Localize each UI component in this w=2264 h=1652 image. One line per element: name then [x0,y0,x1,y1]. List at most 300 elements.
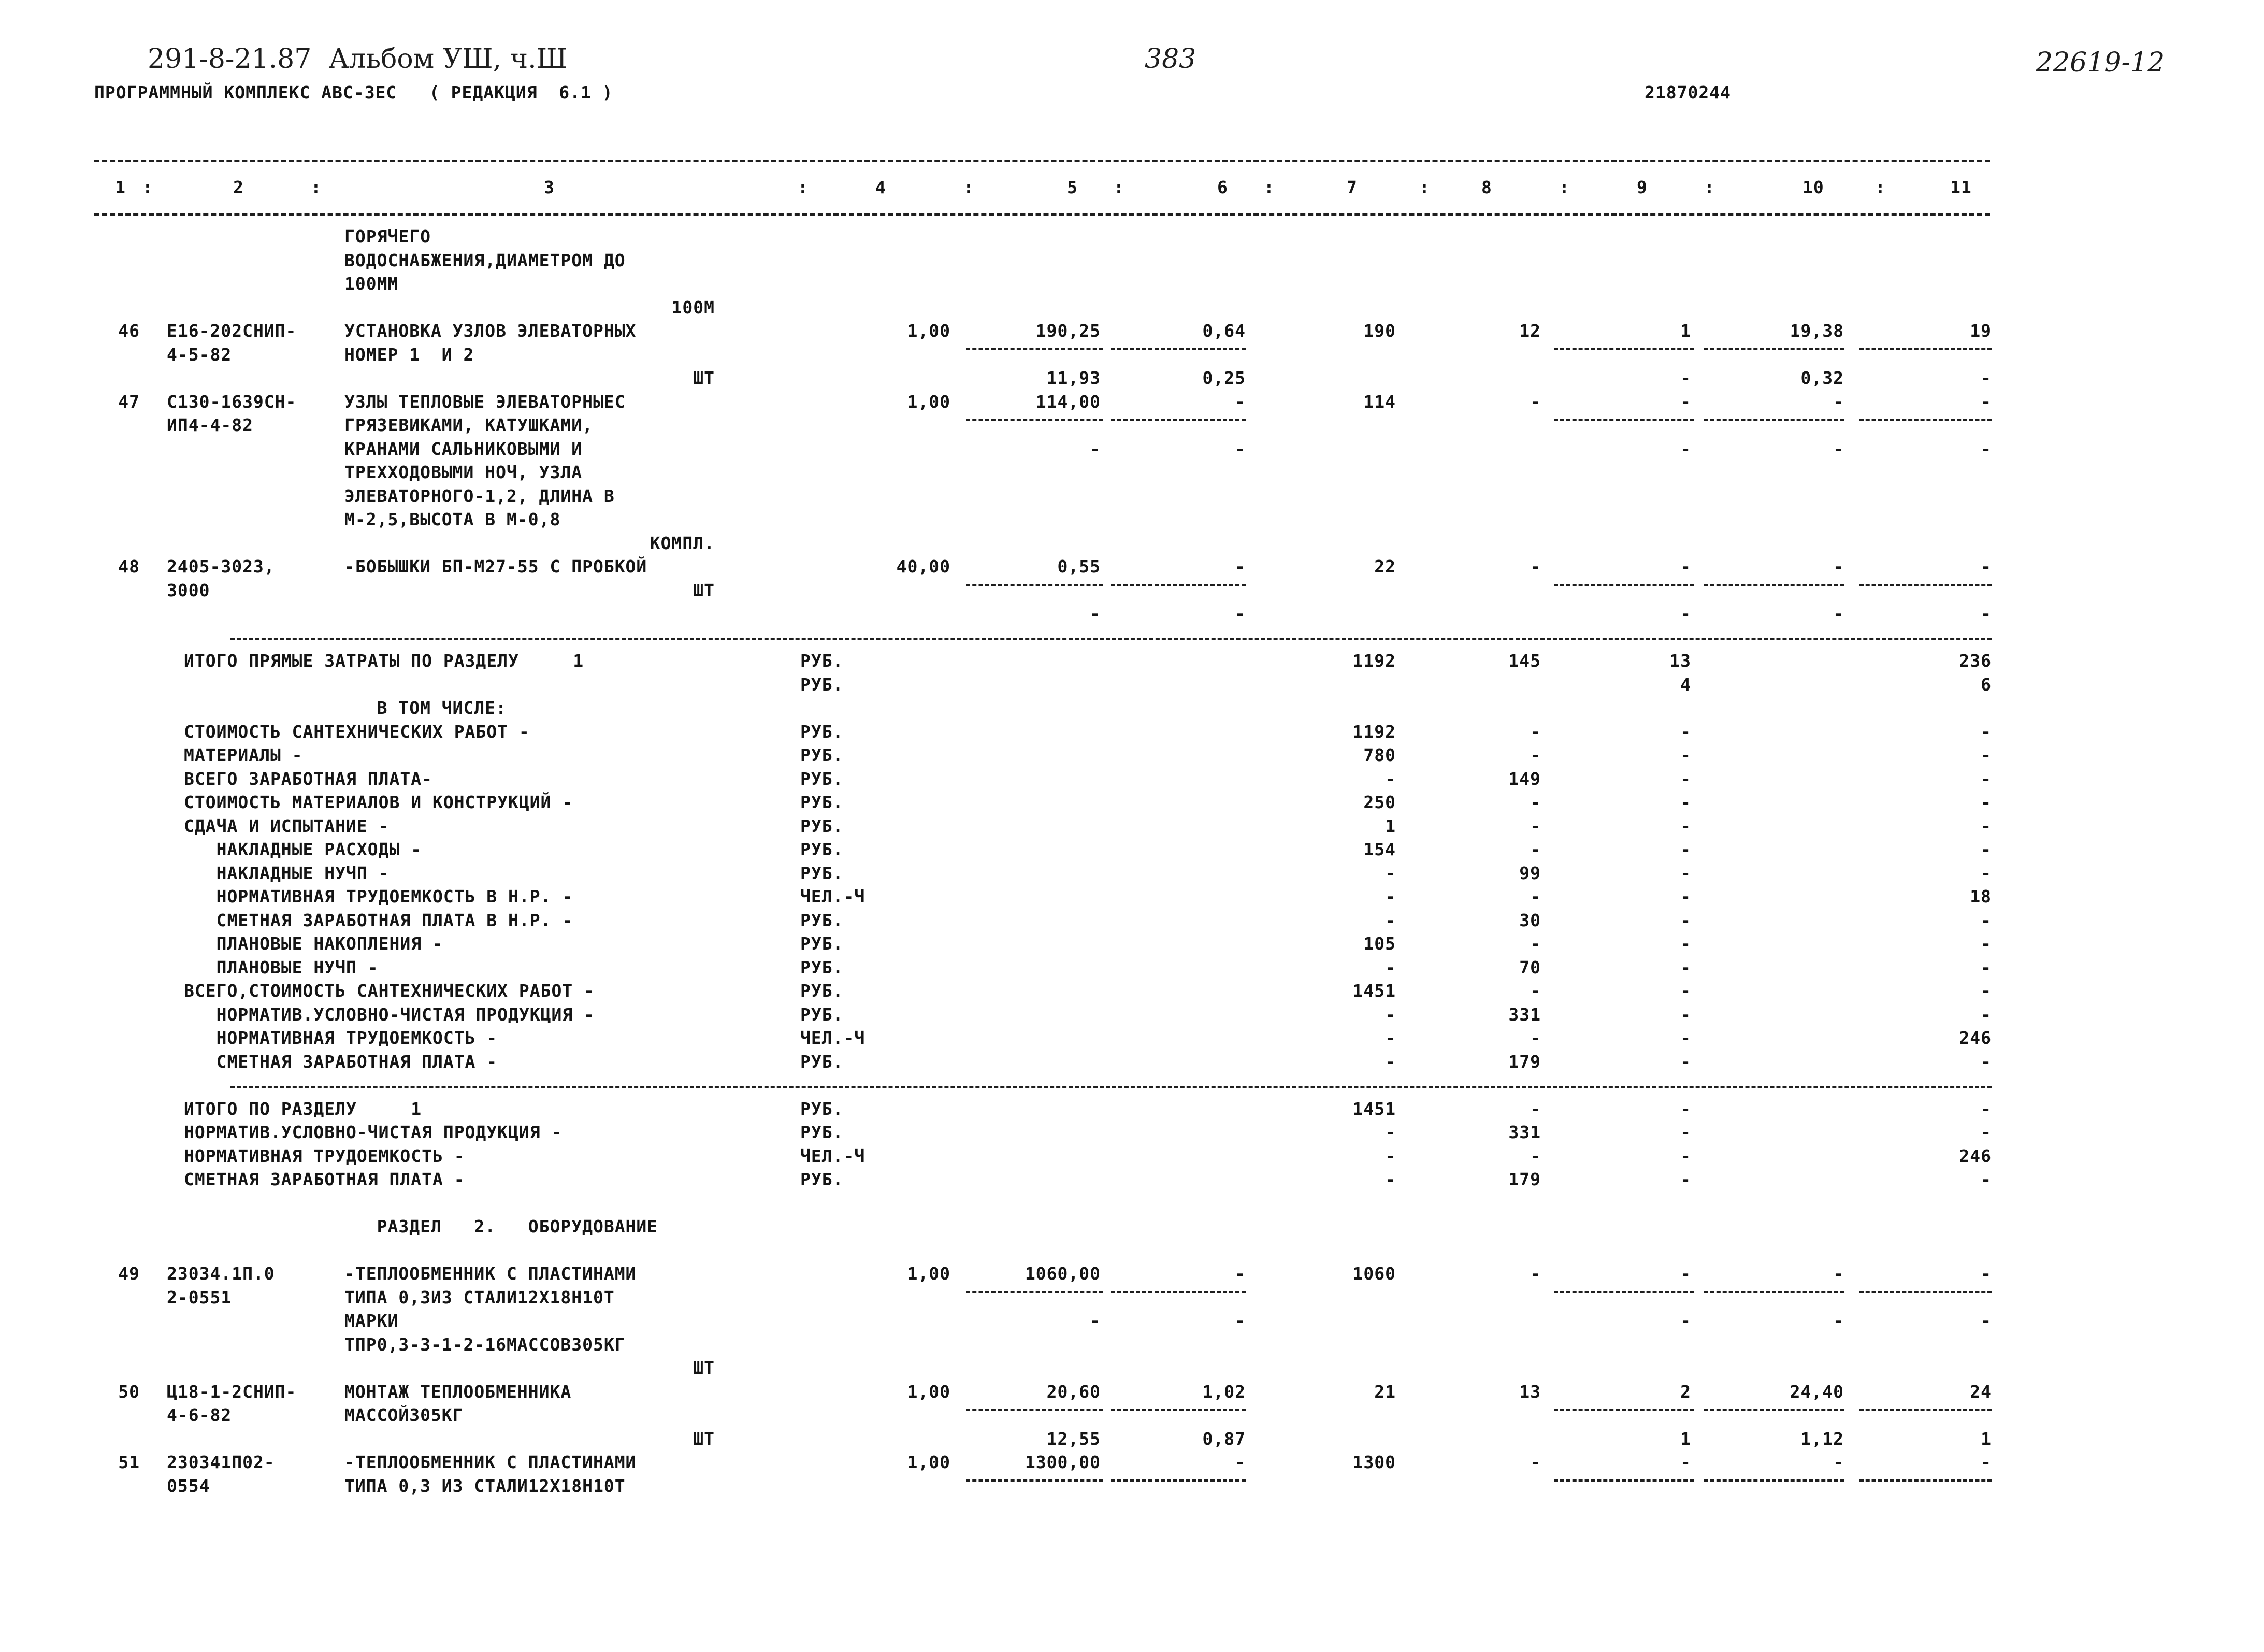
cell-col4-line-26: РУБ. [800,839,844,859]
cell-col9-line-26: - [1680,839,1691,859]
cell-col11-line-40: - [1981,1169,1992,1189]
column-separator: : [1704,177,1715,197]
cell-col4-line-21: РУБ. [800,721,844,742]
cell-col8-line-30: - [1530,933,1541,954]
cell-col6-line-46: - [1235,1311,1246,1331]
cell-col9-line-18: 13 [1669,651,1691,671]
cell-col9-line-27: - [1680,863,1691,883]
cell-col11-line-22: - [1981,745,1992,765]
value-sub-rule [1704,1409,1844,1411]
cell-col3-line-9: КРАНАМИ САЛЬНИКОВЫМИ И [344,438,583,459]
cell-col2-line-33: НОРМАТИВ.УСЛОВНО-ЧИСТАЯ ПРОДУКЦИЯ - [184,1004,595,1025]
cell-col11-line-28: 18 [1970,886,1992,907]
cell-col7-line-29: - [1385,910,1396,930]
cell-col6-line-14: - [1235,556,1246,577]
cell-col10-line-49: 24,40 [1790,1381,1844,1402]
column-header-2: 2 [233,177,244,197]
value-sub-rule [1554,348,1694,350]
cell-col2-line-38: НОРМАТИВ.УСЛОВНО-ЧИСТАЯ ПРОДУКЦИЯ - [184,1122,563,1142]
cell-col7-line-28: - [1385,886,1396,907]
cell-col2-line-23: ВСЕГО ЗАРАБОТНАЯ ПЛАТА- [184,768,432,789]
cell-col10-line-51: 1,12 [1800,1428,1844,1449]
cell-col6-line-49: 1,02 [1202,1381,1246,1402]
document-code: 22619-12 [2036,47,2165,78]
value-sub-rule [966,584,1103,586]
cell-col3-line-5: НОМЕР 1 И 2 [344,344,474,365]
cell-col4-line-4: 1,00 [907,321,950,341]
cell-col2-line-15: 3000 [167,580,210,600]
value-sub-rule [1704,1479,1844,1482]
cell-col3-line-52: -ТЕПЛООБМЕННИК С ПЛАСТИНАМИ [344,1452,637,1472]
cell-col2-line-32: ВСЕГО,СТОИМОСТЬ САНТЕХНИЧЕСКИХ РАБОТ - [184,981,595,1001]
cell-col3-line-46: МАРКИ [344,1311,399,1331]
cell-col5-line-52: 1300,00 [1025,1452,1101,1472]
value-sub-rule [1859,1409,1992,1411]
cell-col4-line-37: РУБ. [800,1098,844,1119]
cell-col4-line-31: РУБ. [800,957,844,978]
cell-col7-line-22: 780 [1363,745,1396,765]
cell-col8-line-35: 179 [1508,1051,1541,1072]
cell-col2-line-37: ИТОГО ПО РАЗДЕЛУ 1 [184,1098,422,1119]
cell-col7-line-44: 1060 [1352,1263,1396,1284]
cell-col5-line-14: 0,55 [1057,556,1101,577]
cell-col3-line-14: -БОБЫШКИ БП-М27-55 С ПРОБКОЙ [344,556,647,577]
cell-col9-line-21: - [1680,721,1691,742]
value-sub-rule [1704,584,1844,586]
cell-col8-line-29: 30 [1519,910,1541,930]
section-title-underline [518,1248,1217,1253]
cell-col11-line-49: 24 [1970,1381,1992,1402]
cell-col5-line-49: 20,60 [1046,1381,1101,1402]
cell-col9-line-52: - [1680,1452,1691,1472]
cell-col9-line-23: - [1680,768,1691,789]
cell-col11-line-25: - [1981,815,1992,836]
cell-col11-line-44: - [1981,1263,1992,1284]
cell-col7-line-30: 105 [1363,933,1396,954]
cell-col9-line-28: - [1680,886,1691,907]
column-separator: : [311,177,322,197]
cell-col11-line-6: - [1981,368,1992,388]
cell-col3-line-7: УЗЛЫ ТЕПЛОВЫЕ ЭЛЕВАТОРНЫЕС [344,391,626,412]
cell-col9-line-44: - [1680,1263,1691,1284]
value-sub-rule [1704,348,1844,350]
cell-col5-line-7: 114,00 [1035,391,1101,412]
cell-col8-line-52: - [1530,1452,1541,1472]
cell-col9-line-35: - [1680,1051,1691,1072]
cell-col2-line-40: СМЕТНАЯ ЗАРАБОТНАЯ ПЛАТА - [184,1169,465,1189]
album-reference: 291-8-21.87 Альбом УШ, ч.Ш [148,44,567,75]
cell-col5-line-44: 1060,00 [1025,1263,1101,1284]
cell-col10-line-16: - [1833,604,1844,624]
value-sub-rule [966,1291,1103,1293]
cell-col2-line-24: СТОИМОСТЬ МАТЕРИАЛОВ И КОНСТРУКЦИЙ - [184,792,573,812]
cell-col11-line-32: - [1981,981,1992,1001]
cell-col3-line-49: МОНТАЖ ТЕПЛООБМЕННИКА [344,1381,572,1402]
cell-col4-line-28: ЧЕЛ.-Ч [800,886,866,907]
cell-col4-line-22: РУБ. [800,745,844,765]
cell-col3-line-42: РАЗДЕЛ 2. ОБОРУДОВАНИЕ [344,1216,658,1237]
header-bottom-rule [94,213,1990,216]
cell-col2-line-49: Ц18-1-2СНИП- [167,1381,297,1402]
cell-col9-line-39: - [1680,1145,1691,1166]
cell-col2-line-26: НАКЛАДНЫЕ РАСХОДЫ - [184,839,422,859]
cell-col2-line-22: МАТЕРИАЛЫ - [184,745,303,765]
value-sub-rule [1111,584,1246,586]
cell-col3-line-12: М-2,5,ВЫСОТА В М-0,8 [344,509,561,529]
cell-col8-line-24: - [1530,792,1541,812]
cell-col7-line-7: 114 [1363,391,1396,412]
cell-col1-line-44: 49 [118,1263,140,1284]
cell-col3-line-20: В ТОМ ЧИСЛЕ: [344,698,507,718]
cell-col3-line-0: ГОРЯЧЕГО [344,226,431,247]
cell-col6-line-7: - [1235,391,1246,412]
cell-col9-line-19: 4 [1680,674,1691,695]
cell-col10-line-46: - [1833,1311,1844,1331]
value-sub-rule [1859,419,1992,421]
column-separator: : [798,177,809,197]
cell-col9-line-29: - [1680,910,1691,930]
cell-col6-line-51: 0,87 [1202,1428,1246,1449]
cell-col7-line-35: - [1385,1051,1396,1072]
cell-col9-line-4: 1 [1680,321,1691,341]
column-header-4: 4 [875,177,886,197]
cell-col4-line-40: РУБ. [800,1169,844,1189]
cell-col8-line-25: - [1530,815,1541,836]
cell-col4-line-34: ЧЕЛ.-Ч [800,1028,866,1048]
cell-col8-line-27: 99 [1519,863,1541,883]
cell-col2-line-45: 2-0551 [167,1287,232,1308]
cell-col11-line-52: - [1981,1452,1992,1472]
cell-col10-line-7: - [1833,391,1844,412]
cell-col3-line-50: МАССОЙ305КГ [344,1405,464,1425]
cell-col9-line-49: 2 [1680,1381,1691,1402]
cell-col4-line-49: 1,00 [907,1381,950,1402]
cell-col7-line-14: 22 [1374,556,1396,577]
value-sub-rule [1704,1291,1844,1293]
cell-col5-line-9: - [1090,438,1101,459]
cell-col8-line-32: - [1530,981,1541,1001]
cell-col2-line-27: НАКЛАДНЫЕ НУЧП - [184,863,390,883]
cell-col7-line-26: 154 [1363,839,1396,859]
column-separator: : [1875,177,1886,197]
cell-col9-line-37: - [1680,1098,1691,1119]
column-separator: : [1419,177,1430,197]
cell-col6-line-6: 0,25 [1202,368,1246,388]
cell-col2-line-25: СДАЧА И ИСПЫТАНИЕ - [184,815,390,836]
cell-col7-line-25: 1 [1385,815,1396,836]
cell-col7-line-38: - [1385,1122,1396,1142]
cell-col7-line-4: 190 [1363,321,1396,341]
cell-col5-line-16: - [1090,604,1101,624]
cell-col2-line-5: 4-5-82 [167,344,232,365]
column-separator: : [1114,177,1124,197]
column-header-3: 3 [544,177,555,197]
cell-col5-line-46: - [1090,1311,1101,1331]
cell-col8-line-44: - [1530,1263,1541,1284]
cell-col4-line-7: 1,00 [907,391,950,412]
cell-col8-line-14: - [1530,556,1541,577]
cell-col4-line-35: РУБ. [800,1051,844,1072]
cell-col11-line-38: - [1981,1122,1992,1142]
value-sub-rule [1554,1409,1694,1411]
cell-col4-line-24: РУБ. [800,792,844,812]
cell-col5-line-6: 11,93 [1046,368,1101,388]
value-sub-rule [1859,348,1992,350]
cell-col6-line-9: - [1235,438,1246,459]
cell-col5-line-51: 12,55 [1046,1428,1101,1449]
column-header-6: 6 [1217,177,1228,197]
column-separator: : [963,177,974,197]
cell-col4-line-38: РУБ. [800,1122,844,1142]
cell-col2-line-28: НОРМАТИВНАЯ ТРУДОЕМКОСТЬ В Н.Р. - [184,886,573,907]
cell-col7-line-37: 1451 [1352,1098,1396,1119]
cell-col11-line-23: - [1981,768,1992,789]
cell-col2-line-44: 23034.1П.0 [167,1263,275,1284]
cell-col3-line-47: ТПР0,3-3-1-2-16МАССОВ305КГ [344,1334,626,1355]
column-header-9: 9 [1637,177,1648,197]
column-header-1: 1 [115,177,126,197]
cell-col2-line-34: НОРМАТИВНАЯ ТРУДОЕМКОСТЬ - [184,1028,498,1048]
cell-col3r-line-15: ШТ [693,580,715,600]
cell-col11-line-24: - [1981,792,1992,812]
cell-col6-line-52: - [1235,1452,1246,1472]
cell-col8-line-7: - [1530,391,1541,412]
cell-col11-line-33: - [1981,1004,1992,1025]
cell-col2-line-4: Е16-202СНИП- [167,321,297,341]
cell-col4-line-39: ЧЕЛ.-Ч [800,1145,866,1166]
cell-col11-line-4: 19 [1970,321,1992,341]
cell-col3-line-1: ВОДОСНАБЖЕНИЯ,ДИАМЕТРОМ ДО [344,250,626,270]
cell-col7-line-24: 250 [1363,792,1396,812]
cell-col11-line-39: 246 [1959,1145,1992,1166]
cell-col6-line-16: - [1235,604,1246,624]
cell-col11-line-7: - [1981,391,1992,412]
cell-col7-line-52: 1300 [1352,1452,1396,1472]
cell-col11-line-30: - [1981,933,1992,954]
column-header-8: 8 [1481,177,1492,197]
cell-col2-line-14: 2405-3023, [167,556,275,577]
cell-col11-line-9: - [1981,438,1992,459]
cell-col8-line-18: 145 [1508,651,1541,671]
cell-col11-line-18: 236 [1959,651,1992,671]
cell-col8-line-28: - [1530,886,1541,907]
cell-col7-line-49: 21 [1374,1381,1396,1402]
cell-col7-line-32: 1451 [1352,981,1396,1001]
cell-col4-line-19: РУБ. [800,674,844,695]
cell-col9-line-33: - [1680,1004,1691,1025]
value-sub-rule [1554,1479,1694,1482]
cell-col3r-line-48: ШТ [693,1358,715,1378]
cell-col11-line-26: - [1981,839,1992,859]
cell-col7-line-27: - [1385,863,1396,883]
cell-col1-line-7: 47 [118,391,140,412]
column-separator: : [142,177,153,197]
cell-col11-line-16: - [1981,604,1992,624]
program-title: ПРОГРАММНЫЙ КОМПЛЕКС АВС-ЗЕС ( РЕДАКЦИЯ 6.1 ) [94,82,613,103]
cell-col4-line-14: 40,00 [896,556,950,577]
cell-col1-line-52: 51 [118,1452,140,1472]
value-sub-rule [1859,1479,1992,1482]
cell-col11-line-46: - [1981,1311,1992,1331]
cell-col9-line-22: - [1680,745,1691,765]
cell-col4-line-27: РУБ. [800,863,844,883]
header-top-rule [94,160,1990,162]
cell-col11-line-21: - [1981,721,1992,742]
cell-col11-line-34: 246 [1959,1028,1992,1048]
cell-col10-line-14: - [1833,556,1844,577]
value-sub-rule [1704,419,1844,421]
cell-col3-line-53: ТИПА 0,3 ИЗ СТАЛИ12Х18Н10Т [344,1475,626,1496]
cell-col4-line-52: 1,00 [907,1452,950,1472]
cell-col9-line-25: - [1680,815,1691,836]
cell-col3r-line-51: ШТ [693,1428,715,1449]
cell-col11-line-14: - [1981,556,1992,577]
cell-col2-line-35: СМЕТНАЯ ЗАРАБОТНАЯ ПЛАТА - [184,1051,498,1072]
cell-col4-line-18: РУБ. [800,651,844,671]
cell-col4-line-23: РУБ. [800,768,844,789]
cell-col7-line-21: 1192 [1352,721,1396,742]
cell-col3-line-44: -ТЕПЛООБМЕННИК С ПЛАСТИНАМИ [344,1263,637,1284]
cell-col4-line-32: РУБ. [800,981,844,1001]
cell-col2-line-18: ИТОГО ПРЯМЫЕ ЗАТРАТЫ ПО РАЗДЕЛУ 1 [184,651,584,671]
cell-col6-line-4: 0,64 [1202,321,1246,341]
value-sub-rule [1111,1479,1246,1482]
value-sub-rule [1859,1291,1992,1293]
cell-col3-line-11: ЭЛЕВАТОРНОГО-1,2, ДЛИНА В [344,485,615,506]
cell-col8-line-26: - [1530,839,1541,859]
column-header-5: 5 [1067,177,1078,197]
program-code: 21870244 [1645,82,1731,103]
cell-col8-line-38: 331 [1508,1122,1541,1142]
cell-col7-line-40: - [1385,1169,1396,1189]
cell-col9-line-38: - [1680,1122,1691,1142]
cell-col9-line-14: - [1680,556,1691,577]
cell-col3r-line-6: ШТ [693,368,715,388]
cell-col2-line-39: НОРМАТИВНАЯ ТРУДОЕМКОСТЬ - [184,1145,465,1166]
cell-col9-line-30: - [1680,933,1691,954]
cell-col3-line-45: ТИПА 0,3ИЗ СТАЛИ12Х18Н10Т [344,1287,615,1308]
cell-col7-line-18: 1192 [1352,651,1396,671]
cell-col7-line-33: - [1385,1004,1396,1025]
cell-col8-line-23: 149 [1508,768,1541,789]
cell-col10-line-52: - [1833,1452,1844,1472]
cell-col2-line-29: СМЕТНАЯ ЗАРАБОТНАЯ ПЛАТА В Н.Р. - [184,910,573,930]
cell-col2-line-52: 230341П02- [167,1452,275,1472]
value-sub-rule [1111,419,1246,421]
cell-col9-line-51: 1 [1680,1428,1691,1449]
cell-col7-line-39: - [1385,1145,1396,1166]
cell-col3-line-4: УСТАНОВКА УЗЛОВ ЭЛЕВАТОРНЫХ [344,321,637,341]
cell-col11-line-31: - [1981,957,1992,978]
cell-col8-line-31: 70 [1519,957,1541,978]
cell-col7-line-34: - [1385,1028,1396,1048]
cell-col8-line-21: - [1530,721,1541,742]
cell-col9-line-34: - [1680,1028,1691,1048]
cell-col10-line-6: 0,32 [1800,368,1844,388]
cell-col2-line-30: ПЛАНОВЫЕ НАКОПЛЕНИЯ - [184,933,443,954]
cell-col11-line-37: - [1981,1098,1992,1119]
cell-col4-line-33: РУБ. [800,1004,844,1025]
cell-col3-line-8: ГРЯЗЕВИКАМИ, КАТУШКАМИ, [344,415,593,435]
cell-col10-line-9: - [1833,438,1844,459]
value-sub-rule [966,419,1103,421]
cell-col7-line-23: - [1385,768,1396,789]
column-separator: : [1559,177,1570,197]
page-number: 383 [1145,44,1196,75]
cell-col9-line-24: - [1680,792,1691,812]
cell-col6-line-44: - [1235,1263,1246,1284]
cell-col9-line-16: - [1680,604,1691,624]
cell-col8-line-39: - [1530,1145,1541,1166]
cell-col11-line-27: - [1981,863,1992,883]
cell-col11-line-35: - [1981,1051,1992,1072]
value-sub-rule [1554,584,1694,586]
value-sub-rule [966,1409,1103,1411]
value-sub-rule [966,348,1103,350]
cell-col5-line-4: 190,25 [1035,321,1101,341]
cell-col11-line-51: 1 [1981,1428,1992,1449]
cell-col1-line-49: 50 [118,1381,140,1402]
cell-col4-line-29: РУБ. [800,910,844,930]
cell-col3-line-2: 100ММ [344,274,399,294]
value-sub-rule [1111,348,1246,350]
cell-col8-line-34: - [1530,1028,1541,1048]
cell-col9-line-40: - [1680,1169,1691,1189]
cell-col2-line-8: ИП4-4-82 [167,415,253,435]
value-sub-rule [966,1479,1103,1482]
cell-col8-line-33: 331 [1508,1004,1541,1025]
cell-col3-line-10: ТРЕХХОДОВЫМИ НОЧ, УЗЛА [344,462,583,482]
cell-col1-line-14: 48 [118,556,140,577]
cell-col9-line-31: - [1680,957,1691,978]
column-separator: : [1264,177,1275,197]
cell-col2-line-7: С130-1639СН- [167,391,297,412]
cell-col3r-line-3: 100М [671,297,715,318]
cell-col9-line-9: - [1680,438,1691,459]
cell-col9-line-6: - [1680,368,1691,388]
cell-col11-line-19: 6 [1981,674,1992,695]
section-separator [230,1086,1992,1088]
cell-col8-line-37: - [1530,1098,1541,1119]
cell-col4-line-25: РУБ. [800,815,844,836]
cell-col9-line-32: - [1680,981,1691,1001]
cell-col4-line-30: РУБ. [800,933,844,954]
cell-col8-line-49: 13 [1519,1381,1541,1402]
cell-col10-line-44: - [1833,1263,1844,1284]
cell-col2-line-53: 0554 [167,1475,210,1496]
column-header-11: 11 [1950,177,1972,197]
cell-col7-line-31: - [1385,957,1396,978]
value-sub-rule [1554,419,1694,421]
cell-col1-line-4: 46 [118,321,140,341]
value-sub-rule [1111,1409,1246,1411]
cell-col3r-line-13: КОМПЛ. [650,533,715,553]
column-header-7: 7 [1347,177,1358,197]
cell-col9-line-46: - [1680,1311,1691,1331]
cell-col8-line-40: 179 [1508,1169,1541,1189]
value-sub-rule [1111,1291,1246,1293]
cell-col8-line-4: 12 [1519,321,1541,341]
cell-col2-line-50: 4-6-82 [167,1405,232,1425]
section-separator [230,638,1992,640]
cell-col10-line-4: 19,38 [1790,321,1844,341]
cell-col9-line-7: - [1680,391,1691,412]
cell-col4-line-44: 1,00 [907,1263,950,1284]
value-sub-rule [1859,584,1992,586]
cell-col11-line-29: - [1981,910,1992,930]
cell-col2-line-31: ПЛАНОВЫЕ НУЧП - [184,957,379,978]
column-header-10: 10 [1802,177,1824,197]
